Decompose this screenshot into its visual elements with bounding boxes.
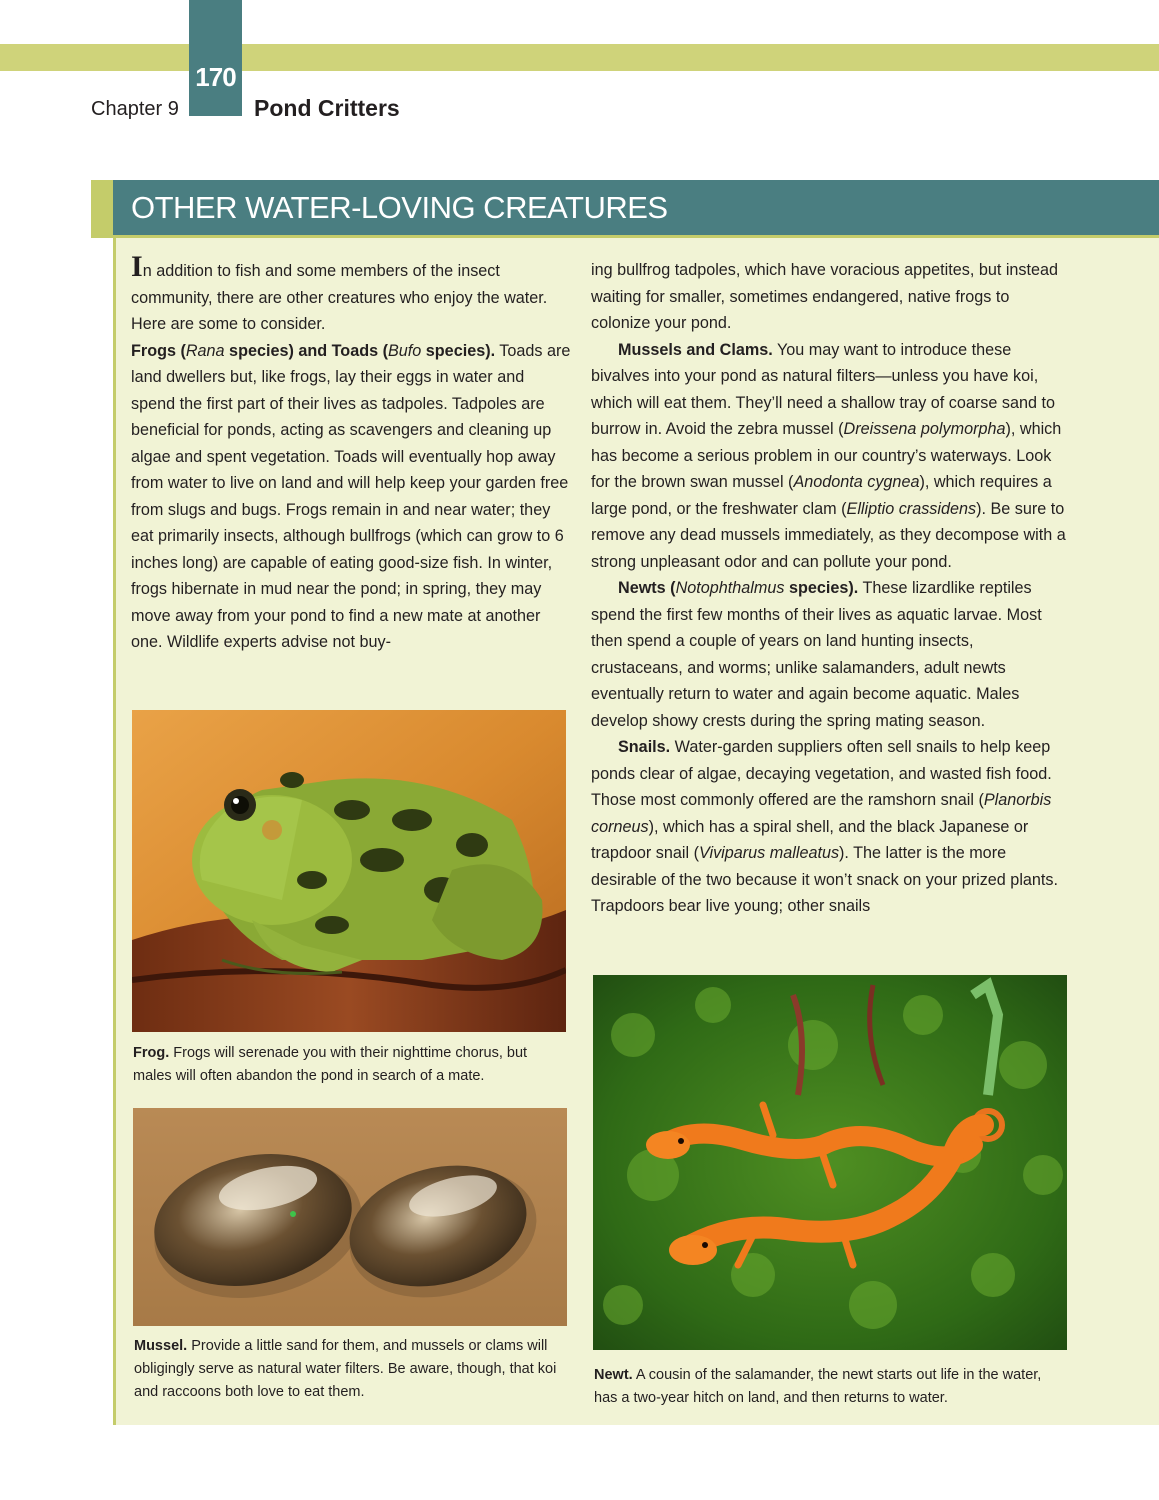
frogs-heading: Frogs (Rana species) and Toads (Bufo species). [131,341,496,360]
intro-paragraph: In addition to fish and some members of the insect community, there are other creatures who enjoy the water. Here are some to consider. [131,250,548,333]
snails-paragraph: Snails. Water-garden suppliers often sell snails to help keep ponds clear of algae, decaying vegetation, and wasted fish food. Those most commonly offered are the ramshorn snail (Planorbis corneus), which has a spiral shell, and the black Japanese or trapdoor snail (Viviparus malleatus). The latter is the more desirable of the two because it won’t snack on your prized plants. Trapdoors bear live young; other snails [591,738,1059,915]
mussel-caption: Mussel. Provide a little sand for them, and mussels or clams will obligingly serve as natural water filters. Be aware, though, that koi and raccoons both love to eat them. [134,1338,557,1400]
snails-heading: Snails. [618,738,671,756]
chapter-label: Chapter 9 [91,98,179,120]
frog-caption: Frog. Frogs will serenade you with their nighttime chorus, but males will often abandon the pond in search of a mate. [133,1045,528,1084]
section-title: OTHER WATER-LOVING CREATURES [131,190,668,225]
top-decorative-band [0,44,1159,71]
mussels-heading: Mussels and Clams. [618,340,773,359]
newts-paragraph: Newts (Notophthalmus species). These lizardlike reptiles spend the first few months of their lives as aquatic larvae. Most then spend a couple of years on land hunting insects, crustaceans, and worms; unlike salamanders, adult newts eventually return to water and again become aquatic. Males develop showy crests during the spring mating season. [591,579,1042,730]
page-number: 170 [195,62,236,92]
drop-cap: I [131,250,143,283]
frogs-continued-paragraph: ing bullfrog tadpoles, which have voracious appetites, but instead waiting for smaller, sometimes endangered, native frogs to colonize your pond. [591,261,1059,332]
frogs-paragraph: Frogs (Rana species) and Toads (Bufo species). Toads are land dwellers but, like frogs, lay their eggs in water and spend the first part of their lives as tadpoles. Tadpoles are beneficial for ponds, acting as scavengers and cleaning up algae and spent vegetation. Toads will eventually hop away from water to live on land and will help keep your garden free from slugs and bugs. Frogs remain in and near water; they eat primarily insects, although bullfrogs (which can grow to 6 inches long) are capable of eating good-size fish. In winter, frogs hibernate in mud near the pond; in spring, they may move away from your pond to find a new mate at another one. Wildlife experts advise not buy- [131,341,571,651]
newt-caption: Newt. A cousin of the salamander, the newt starts out life in the water, has a two-year hitch on land, and then returns to water. [594,1367,1042,1406]
right-column [591,257,1069,920]
newts-heading: Newts (Notophthalmus species). [618,579,859,597]
page-number-tab [189,0,242,116]
left-column [131,250,571,656]
frog-photo [132,710,566,1032]
chapter-title: Pond Critters [254,95,400,121]
newt-photo [593,975,1067,1350]
mussel-photo [133,1108,567,1326]
mussels-paragraph: Mussels and Clams. You may want to introduce these bivalves into your pond as natural filters—unless you have koi, which will eat them. They’ll need a shallow tray of coarse sand to burrow in. Avoid the zebra mussel (Dreissena polymorpha), which has become a serious problem in our country’s waterways. Look for the brown swan mussel (Anodonta cygnea), which requires a large pond, or the freshwater clam (Elliptio crassidens). Be sure to remove any dead mussels immediately, as they decompose with a strong unpleasant odor and can pollute your pond. [591,340,1066,571]
